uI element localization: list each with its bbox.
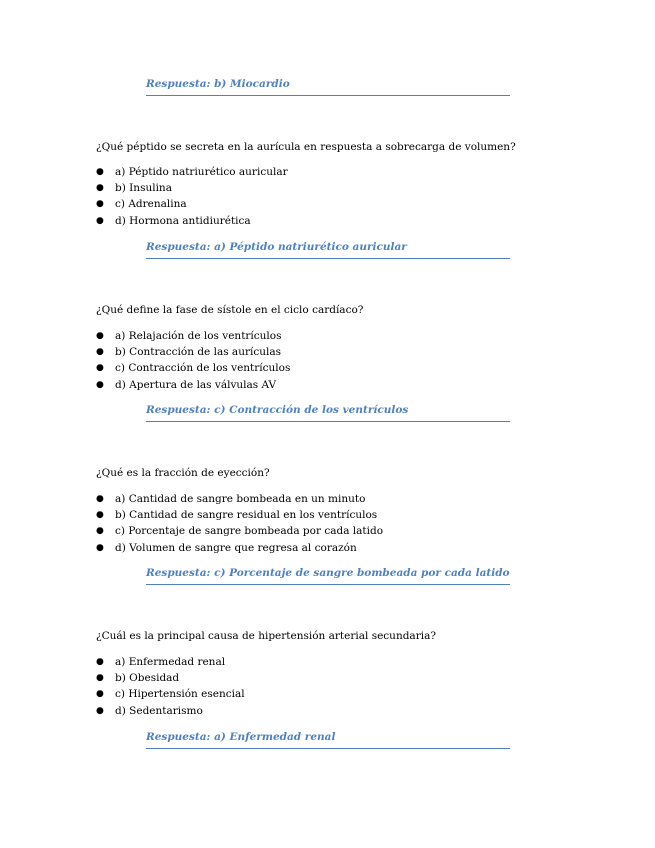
bullet-icon: ● — [96, 379, 104, 390]
bullet-icon: ● — [96, 167, 104, 177]
bullet-icon: ● — [96, 673, 104, 684]
list-item — [96, 688, 245, 704]
options-1 — [96, 166, 288, 231]
question-4: ¿Cuál es la principal causa de hipertensión arterial secundaria? — [96, 630, 436, 642]
option-text: d) Hormona antidiurética — [115, 214, 251, 227]
options-4 — [96, 656, 245, 721]
option-text: a) Relajación de los ventrículos — [115, 330, 282, 342]
option-text: a) Enfermedad renal — [115, 656, 226, 668]
bullet-icon: ● — [96, 215, 104, 226]
option-text: a) Péptido natriurético auricular — [115, 166, 288, 178]
list-item — [96, 509, 383, 525]
option-text: b) Obesidad — [115, 672, 180, 685]
option-text: b) Contracción de las aurículas — [115, 346, 281, 359]
bullet-icon: ● — [96, 331, 104, 341]
bullet-icon: ● — [96, 494, 104, 504]
answer-2: Respuesta: c) Contracción de los ventrículos — [146, 404, 510, 422]
options-3 — [96, 493, 383, 558]
list-item — [96, 525, 383, 541]
list-item — [96, 656, 245, 672]
bullet-icon: ● — [96, 657, 104, 667]
option-text: d) Apertura de las válvulas AV — [115, 378, 277, 391]
list-item — [96, 330, 290, 346]
option-text: c) Porcentaje de sangre bombeada por cada latido — [115, 525, 384, 538]
question-2: ¿Qué define la fase de sístole en el ciclo cardíaco? — [96, 304, 364, 316]
bullet-icon: ● — [96, 347, 104, 358]
option-text: a) Cantidad de sangre bombeada en un minuto — [115, 493, 366, 505]
list-item — [96, 362, 290, 378]
bullet-icon: ● — [96, 526, 104, 537]
options-2 — [96, 330, 290, 395]
list-item — [96, 182, 288, 198]
list-item — [96, 346, 290, 362]
option-text: b) Cantidad de sangre residual en los ventrículos — [115, 509, 378, 522]
answer-1: Respuesta: a) Péptido natriurético auricular — [146, 241, 510, 259]
bullet-icon: ● — [96, 542, 104, 553]
bullet-icon: ● — [96, 199, 104, 210]
option-text: d) Sedentarismo — [115, 704, 203, 717]
list-item — [96, 672, 245, 688]
answer-previous: Respuesta: b) Miocardio — [146, 78, 510, 96]
question-1: ¿Qué péptido se secreta en la aurícula en respuesta a sobrecarga de volumen? — [96, 141, 516, 153]
answer-4: Respuesta: a) Enfermedad renal — [146, 731, 510, 749]
option-text: c) Hipertensión esencial — [115, 688, 245, 701]
option-text: c) Adrenalina — [115, 198, 187, 211]
list-item — [96, 493, 383, 509]
list-item — [96, 705, 245, 721]
list-item — [96, 379, 290, 395]
bullet-icon: ● — [96, 363, 104, 374]
question-3: ¿Qué es la fracción de eyección? — [96, 467, 270, 479]
option-text: b) Insulina — [115, 182, 172, 195]
option-text: d) Volumen de sangre que regresa al corazón — [115, 541, 357, 554]
list-item — [96, 215, 288, 231]
list-item — [96, 542, 383, 558]
answer-3: Respuesta: c) Porcentaje de sangre bombeada por cada latido — [146, 567, 510, 585]
bullet-icon: ● — [96, 183, 104, 194]
list-item — [96, 198, 288, 214]
option-text: c) Contracción de los ventrículos — [115, 362, 291, 375]
bullet-icon: ● — [96, 705, 104, 716]
bullet-icon: ● — [96, 510, 104, 521]
list-item — [96, 166, 288, 182]
bullet-icon: ● — [96, 689, 104, 700]
